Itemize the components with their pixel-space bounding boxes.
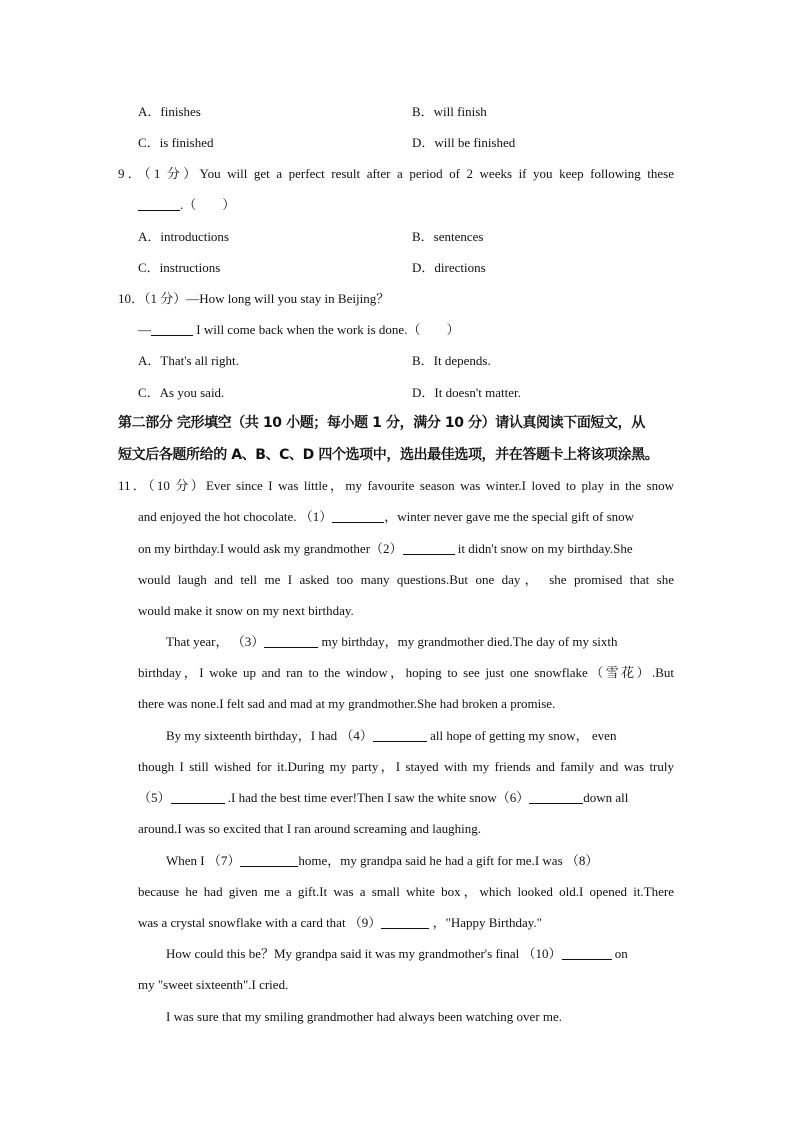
q11-line: because he had given me a gift.It was a small white box，which looked old.I opened it.There	[138, 884, 674, 899]
answer-blank	[562, 947, 612, 960]
q11-line: would laugh and tell me I asked too many questions.But one day， she promised that she	[138, 572, 674, 587]
answer-blank	[381, 916, 429, 929]
q11-text: That year， （3）	[166, 634, 265, 649]
q10-option-c: C．As you said.	[138, 385, 225, 400]
q11-text: By my sixteenth birthday，I had （4）	[166, 728, 373, 743]
answer-blank	[373, 729, 427, 742]
q10-option-b: B．It depends.	[412, 353, 491, 368]
q11-text: and enjoyed the hot chocolate. （1）	[138, 509, 333, 524]
q10-option-a: A．That's all right.	[138, 353, 239, 368]
q11-line: 11．（10 分）Ever since I was little，my favourite season was winter.I loved to play in the snow	[118, 478, 674, 493]
answer-blank	[332, 510, 384, 523]
answer-blank	[151, 323, 193, 336]
q9-option-b: B．sentences	[412, 229, 484, 244]
q11-text: ，"Happy Birthday."	[429, 915, 542, 930]
answer-blank	[138, 198, 180, 211]
q11-line	[138, 915, 542, 931]
q11-text: was a crystal snowflake with a card that （9）	[138, 915, 382, 930]
answer-blank	[403, 542, 455, 555]
q10-line2-tail: I will come back when the work is done.（ ）	[193, 322, 460, 337]
answer-blank	[240, 854, 298, 867]
q9-stem: 9．（1 分）You will get a perfect result after a period of 2 weeks if you keep following these	[118, 166, 674, 181]
q11-text: it didn't snow on my birthday.She	[454, 541, 633, 556]
answer-blank	[171, 791, 225, 804]
q10-line2	[138, 322, 459, 338]
q11-text: .I had the best time ever!Then I saw the white snow（6）	[224, 790, 530, 805]
q11-text: my birthday，my grandmother died.The day of my sixth	[318, 634, 618, 649]
q11-text: all hope of getting my snow， even	[426, 728, 617, 743]
q8-option-b: B．will finish	[412, 104, 487, 119]
q11-text: ，winter never gave me the special gift of snow	[384, 509, 635, 524]
q11-line: though I still wished for it.During my party，I stayed with my friends and family and was truly	[138, 759, 674, 774]
q11-line	[166, 946, 628, 962]
q8-option-d: D．will be finished	[412, 135, 516, 150]
q11-line	[166, 634, 618, 650]
q11-line: there was none.I felt sad and mad at my grandmother.She had broken a promise.	[138, 696, 556, 711]
answer-blank	[264, 635, 318, 648]
q8-option-a: A．finishes	[138, 104, 201, 119]
q8-option-c: C．is finished	[138, 135, 214, 150]
part2-heading-line1: 第二部分 完形填空（共 10 小题；每小题 1 分，满分 10 分）请认真阅读下面短文，从	[118, 415, 645, 431]
q11-line	[138, 509, 634, 525]
q11-line	[166, 728, 616, 744]
q11-line: birthday，I woke up and ran to the window，hoping to see just one snowflake（雪花）.But	[138, 665, 674, 680]
q11-text: on	[611, 946, 628, 961]
q11-line: would make it snow on my next birthday.	[138, 603, 354, 618]
q11-line: my "sweet sixteenth".I cried.	[138, 977, 289, 992]
part2-heading-line2: 短文后各题所给的 A、B、C、D 四个选项中，选出最佳选项，并在答题卡上将该项涂黑。	[118, 447, 659, 463]
q11-text: on my birthday.I would ask my grandmother（2）	[138, 541, 403, 556]
answer-blank	[529, 791, 583, 804]
q11-text: home，my grandpa said he had a gift for me.I was （8）	[298, 853, 599, 868]
q10-dash: —	[138, 322, 151, 337]
q9-option-a: A．introductions	[138, 229, 229, 244]
q11-text: down all	[583, 790, 629, 805]
q11-line	[138, 790, 628, 806]
q11-text: When I （7）	[166, 853, 241, 868]
q11-text: How could this be？My grandpa said it was my grandmother's final （10）	[166, 946, 562, 961]
q11-line	[166, 853, 598, 869]
q11-text: （5）	[138, 790, 171, 805]
q10-option-d: D．It doesn't matter.	[412, 385, 521, 400]
q9-option-c: C．instructions	[138, 260, 221, 275]
q11-line	[138, 541, 633, 557]
q11-line: around.I was so excited that I ran around screaming and laughing.	[138, 821, 481, 836]
q9-stem-line2	[138, 197, 235, 213]
q11-line: I was sure that my smiling grandmother had always been watching over me.	[166, 1009, 563, 1024]
q10-stem: 10．（1 分）—How long will you stay in Beijing？	[118, 291, 390, 306]
q9-stem-tail: .（ ）	[180, 197, 236, 212]
q9-option-d: D．directions	[412, 260, 486, 275]
